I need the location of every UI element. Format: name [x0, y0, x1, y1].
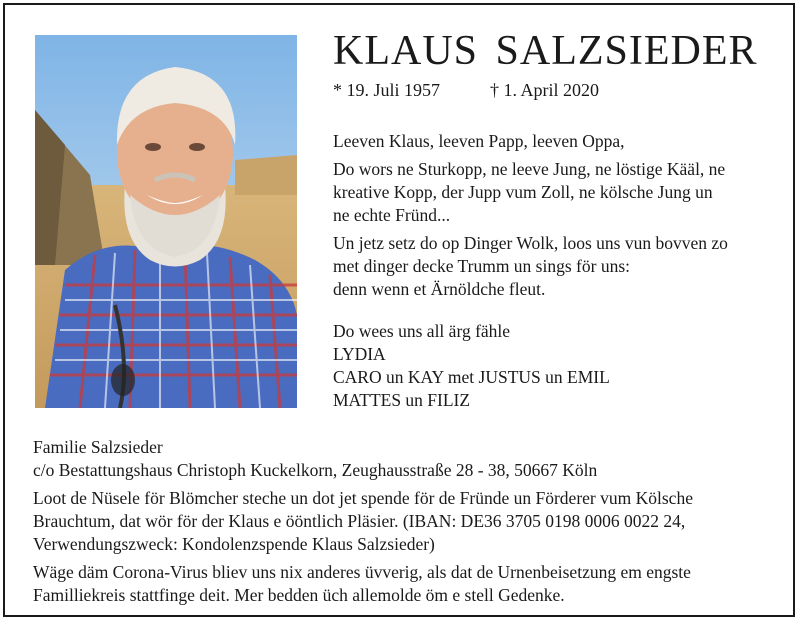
portrait-photo-icon	[35, 35, 297, 408]
donation-text: Brauchtum, dat wör för der Klaus e ööntlich Pläsier. (IBAN: DE36 3705 0198 0006 0022 24,	[33, 511, 686, 531]
burial-notice: Wäge däm Corona-Virus bliev uns nix anderes üvverig, als dat de Urnenbeisetzung em engste	[33, 562, 691, 582]
poem-line: ne echte Fründ...	[333, 205, 451, 225]
mourner-name: LYDIA	[333, 344, 386, 364]
portrait-photo	[35, 35, 297, 408]
mourner-name: MATTES un FILIZ	[333, 390, 471, 410]
donation-text: Verwendungszweck: Kondolenzspende Klaus Salzsieder)	[33, 534, 435, 554]
farewell-poem	[333, 130, 773, 306]
death-date: † 1. April 2020	[490, 80, 600, 100]
family-name: Familie Salzsieder	[33, 437, 163, 457]
birth-date: * 19. Juli 1957	[333, 80, 441, 100]
mourner-name: CARO un KAY met JUSTUS un EMIL	[333, 367, 610, 387]
poem-line: denn wenn et Ärnöldche fleut.	[333, 279, 546, 299]
family-info	[33, 436, 773, 607]
donation-text: Loot de Nüsele för Blömcher steche un dot jet spende för de Fründe un Förderer vum Kölsche	[33, 488, 693, 508]
poem-salutation: Leeven Klaus, leeven Papp, leeven Oppa,	[333, 131, 625, 151]
mourners-list	[333, 320, 610, 412]
funeral-home-address: c/o Bestattungshaus Christoph Kuckelkorn, Zeughausstraße 28 - 38, 50667 Köln	[33, 460, 598, 480]
poem-line: Do wors ne Sturkopp, ne leeve Jung, ne löstige Kääl, ne	[333, 159, 726, 179]
poem-line: kreative Kopp, der Jupp vum Zoll, ne kölsche Jung un	[333, 182, 713, 202]
life-dates	[333, 80, 600, 101]
poem-line: Un jetz setz do op Dinger Wolk, loos uns vun bovven zo	[333, 233, 728, 253]
burial-notice: Familliekreis stattfinge deit. Mer bedden üch allemolde öm e stell Gedenke.	[33, 585, 565, 605]
deceased-name: KLAUS SALZSIEDER	[333, 28, 758, 74]
mourners-intro: Do wees uns all ärg fähle	[333, 321, 511, 341]
poem-line: met dinger decke Trumm un sings för uns:	[333, 256, 630, 276]
